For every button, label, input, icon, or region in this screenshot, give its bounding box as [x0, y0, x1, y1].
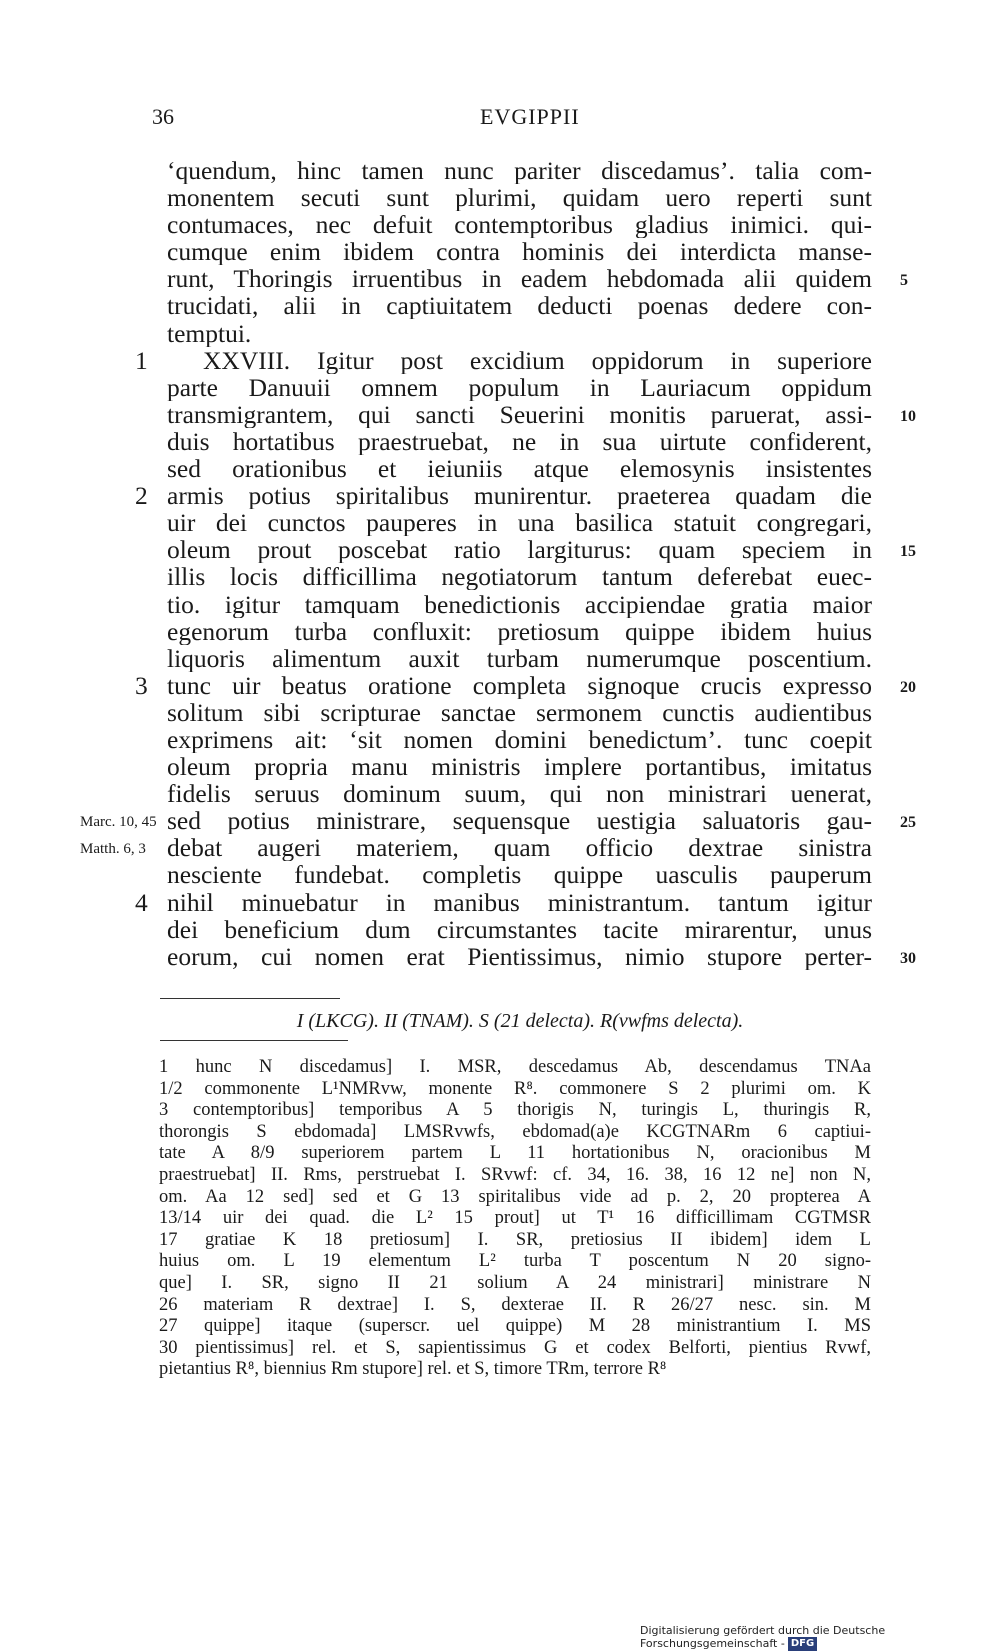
line-number: 25 [900, 814, 916, 832]
text-line-content: ‘quendum, hinc tamen nunc pariter discedamus’. talia com- [167, 157, 872, 184]
apparatus-line: tate A 8/9 superiorem partem L 11 hortationibus N, oracionibus M [159, 1143, 871, 1164]
text-line [0, 807, 1000, 834]
text-line-content: uir dei cunctos pauperes in una basilica statuit congregari, [167, 509, 872, 537]
text-line [0, 780, 1000, 807]
apparatus-line: 27 quippe] itaque (superscr. uel quippe) M 28 ministrantium I. MS [159, 1316, 871, 1337]
scripture-reference: Matth. 6, 3 [80, 841, 146, 858]
footer-credit: Digitalisierung gefördert durch die Deutsche Forschungsgemeinschaft - [640, 1624, 886, 1650]
text-line [0, 211, 1000, 238]
text-line [0, 618, 1000, 645]
text-line-content: nihil minuebatur in manibus ministrantum. tantum igitur [167, 888, 872, 916]
text-line [0, 292, 1000, 319]
text-line [0, 591, 1000, 618]
apparatus-line: 1 hunc N discedamus] I. MSR, descedamus Ab, descendamus TNAa [159, 1057, 871, 1077]
text-line-content: monentem secuti sunt plurimi, quidam uero reperti sunt [167, 184, 872, 212]
dfg-logo: DFG [788, 1637, 817, 1651]
text-line [0, 401, 1000, 428]
apparatus-divider [160, 1040, 348, 1041]
text-line [0, 238, 1000, 265]
text-line-content: tunc uir beatus oratione completa signoque crucis expresso [167, 671, 872, 699]
apparatus-line: 1/2 commonente L¹NMRvw, monente R⁸. commonere S 2 plurimi om. K [159, 1078, 871, 1099]
apparatus-line: 17 gratiae K 18 pretiosum] I. SR, pretiosius II ibidem] idem L [159, 1229, 871, 1250]
page-header [150, 104, 880, 134]
text-line-content: sed potius ministrare, sequensque uestigia saluatoris gau- [167, 807, 872, 835]
section-number: 2 [135, 481, 148, 511]
manuscript-sigla: I (LKCG). II (TNAM). S (21 delecta). R(vwfms delecta). [296, 1010, 744, 1032]
text-line-content: egenorum turba confluxit: pretiosum quippe ibidem huius [167, 617, 872, 645]
text-divider [160, 998, 340, 999]
text-line [0, 943, 1000, 970]
text-line-content: dei beneficium dum circumstantes tacite mirarentur, unus [167, 915, 872, 943]
text-line [0, 916, 1000, 943]
text-line-content: liquoris alimentum auxit turbam numerumque poscentium. [167, 644, 872, 672]
text-line-content: exprimens ait: ‘sit nomen domini benedictum’. tunc coepit [167, 725, 872, 753]
text-line-content: temptui. [167, 319, 252, 347]
section-number: 4 [135, 887, 148, 917]
text-line [0, 563, 1000, 590]
line-number: 30 [900, 949, 916, 967]
text-line [0, 320, 1000, 347]
line-number: 20 [900, 678, 916, 696]
main-text [0, 157, 1000, 970]
text-line-content: illis locis difficillima negotiatorum tantum deferebat euec- [167, 563, 872, 591]
section-number: 1 [135, 345, 148, 375]
text-line-content: transmigrantem, qui sancti Seuerini monitis paruerat, assi- [167, 400, 872, 428]
apparatus-line: om. Aa 12 sed] sed et G 13 spiritalibus vide ad p. 2, 20 propterea A [159, 1186, 871, 1207]
text-line [0, 726, 1000, 753]
text-line-content: fidelis seruus dominum suum, qui non ministrari uenerat, [167, 780, 872, 808]
text-line [0, 347, 1000, 374]
text-line-content: debat augeri materiem, quam officio dextrae sinistra [167, 834, 872, 862]
text-line-content: tio. igitur tamquam benedictionis accipiendae gratia maior [167, 590, 872, 618]
apparatus-line: huius om. L 19 elementum L² turba T poscentum N 20 signo- [159, 1251, 871, 1272]
line-number: 15 [900, 543, 916, 561]
text-line-content: sed orationibus et ieiuniis atque elemosynis insistentes [167, 455, 872, 483]
text-line [0, 265, 1000, 292]
text-line-content: nesciente fundebat. completis quippe uasculis pauperum [167, 861, 872, 889]
text-line [0, 184, 1000, 211]
text-line [0, 753, 1000, 780]
text-line [0, 645, 1000, 672]
critical-apparatus [159, 1057, 871, 1381]
section-number: 3 [135, 670, 148, 700]
line-number: 10 [900, 407, 916, 425]
apparatus-line: 30 pientissimus] rel. et S, sapientissimus G et codex Belforti, pientius Rvwf, [159, 1337, 871, 1358]
page-number: 36 [152, 104, 174, 129]
apparatus-line: que] I. SR, signo II 21 solium A 24 ministrari] ministrare N [159, 1272, 871, 1293]
text-line [0, 536, 1000, 563]
text-line-content: runt, Thoringis irruentibus in eadem hebdomada alii quidem [167, 265, 872, 293]
text-line [0, 455, 1000, 482]
running-title: EVGIPPII [480, 104, 580, 129]
apparatus-line: 13/14 uir dei quad. die L² 15 prout] ut T¹ 16 difficillimam CGTMSR [159, 1208, 871, 1229]
text-line [0, 834, 1000, 861]
text-line-content: cumque enim ibidem contra hominis dei interdicta manse- [167, 238, 872, 266]
apparatus-line: pietantius R⁸, biennius Rm stupore] rel. et S, timore TRm, terrore R⁸ [159, 1359, 667, 1380]
text-line-content: eorum, cui nomen erat Pientissimus, nimio stupore perter- [167, 942, 872, 970]
text-line-content: oleum propria manu ministris implere portantibus, imitatus [167, 753, 872, 781]
text-line-content: solitum sibi scripturae sanctae sermonem cunctis audientibus [167, 698, 872, 726]
text-line-content: trucidati, alii in captiuitatem deducti poenas dedere con- [167, 292, 872, 320]
text-line-content: XXVIII. Igitur post excidium oppidorum in superiore [203, 346, 872, 374]
apparatus-line: thorongis S ebdomada] LMSRvwfs, ebdomad(a)e KCGTNARm 6 captiui- [159, 1121, 871, 1142]
text-line [0, 374, 1000, 401]
apparatus-line: 26 materiam R dextrae] I. S, dexterae II. R 26/27 nesc. sin. M [159, 1294, 871, 1315]
text-line-content: contumaces, nec defuit contemptoribus gladius inimici. qui- [167, 211, 872, 239]
text-line [0, 482, 1000, 509]
text-line [0, 509, 1000, 536]
line-number: 5 [900, 272, 908, 290]
apparatus-line: 3 contemptoribus] temporibus A 5 thorigis N, turingis L, thuringis R, [159, 1100, 871, 1121]
text-line [0, 861, 1000, 888]
text-line [0, 672, 1000, 699]
scripture-reference: Marc. 10, 45 [80, 814, 157, 831]
text-line [0, 157, 1000, 184]
apparatus-line: praestruebat] II. Rms, perstruebat I. SRvwf: cf. 34, 16. 38, 16 12 ne] non N, [159, 1164, 871, 1185]
text-line-content: duis hortatibus praestruebat, ne in sua uirtute confiderent, [167, 427, 872, 455]
text-line [0, 699, 1000, 726]
text-line-content: armis potius spiritalibus munirentur. praeterea quadam die [167, 482, 872, 510]
text-line [0, 428, 1000, 455]
footer [640, 1624, 996, 1650]
text-line-content: oleum prout poscebat ratio largiturus: quam speciem in [167, 536, 872, 564]
text-line [0, 889, 1000, 916]
text-line-content: parte Danuuii omnem populum in Lauriacum oppidum [167, 373, 872, 401]
